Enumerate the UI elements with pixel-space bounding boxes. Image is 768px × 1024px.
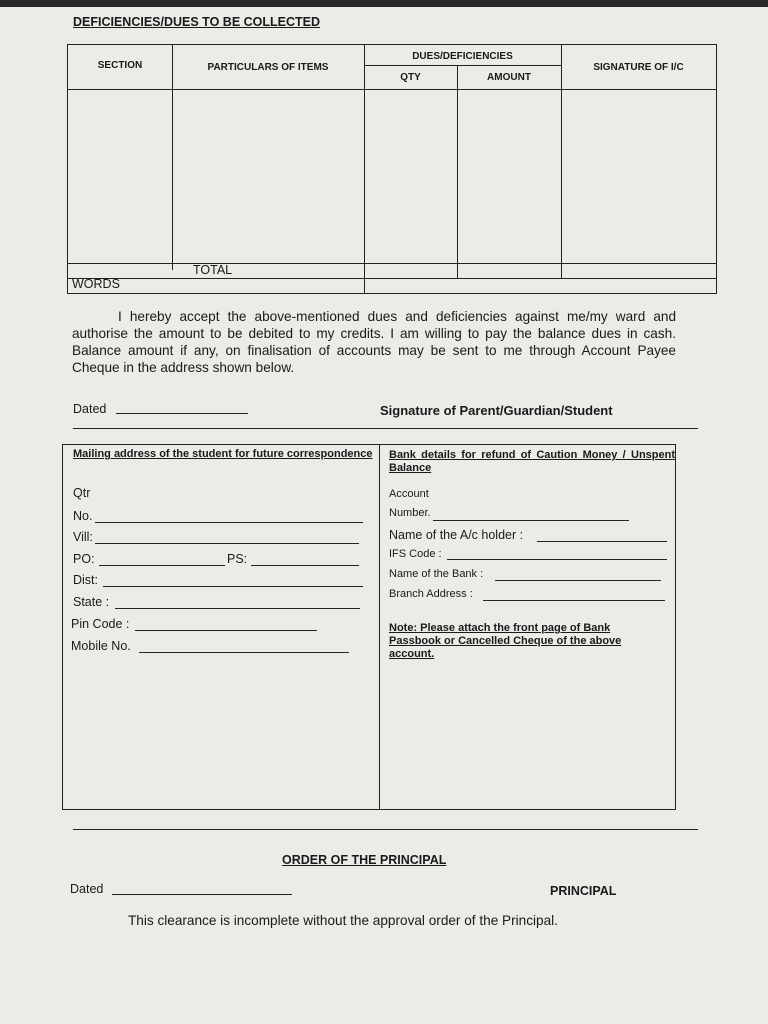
order-heading: ORDER OF THE PRINCIPAL xyxy=(282,853,447,867)
ifs-label: IFS Code : xyxy=(389,548,442,560)
principal-label: PRINCIPAL xyxy=(550,884,617,898)
qtr-label: Qtr xyxy=(73,486,91,500)
state-field[interactable] xyxy=(115,608,360,609)
col-section: SECTION xyxy=(97,60,143,71)
dated-label: Dated xyxy=(73,402,107,416)
scan-edge xyxy=(0,0,768,7)
dist-label: Dist: xyxy=(73,573,98,587)
dated2-blank xyxy=(112,894,292,895)
footer-note: This clearance is incomplete without the approval order of the Principal. xyxy=(128,913,558,928)
po-label: PO: xyxy=(73,552,95,566)
col-signature: SIGNATURE OF I/C xyxy=(593,62,684,73)
form-title: DEFICIENCIES/DUES TO BE COLLECTED xyxy=(73,15,321,29)
address-bank-box xyxy=(62,444,676,810)
declaration-text: I hereby accept the above-mentioned dues and deficiencies against me/my ward and authorise the amount to be debited to my credits. I am willing to pay the balance dues in cash. Balance amount if any, on finalisation of accounts may be sent to me through Account Payee Cheque in the address shown below. xyxy=(72,309,676,375)
col-dues: DUES/DEFICIENCIES xyxy=(412,51,513,62)
mobile-field[interactable] xyxy=(139,652,349,653)
mobile-label: Mobile No. xyxy=(71,639,131,653)
holder-field[interactable] xyxy=(537,541,667,542)
vill-field[interactable] xyxy=(95,543,359,544)
words-label: WORDS xyxy=(72,277,120,291)
pin-label: Pin Code : xyxy=(71,617,130,631)
ifs-field[interactable] xyxy=(447,559,667,560)
total-label: TOTAL xyxy=(193,263,233,277)
dist-field[interactable] xyxy=(103,586,363,587)
col-amount: AMOUNT xyxy=(487,72,531,83)
ps-field[interactable] xyxy=(251,565,359,566)
state-label: State : xyxy=(73,595,110,609)
dated2-label: Dated xyxy=(70,882,104,896)
bank-heading: Bank details for refund of Caution Money / Unspent Balance xyxy=(389,449,675,474)
holder-label: Name of the A/c holder : xyxy=(389,528,524,542)
pin-field[interactable] xyxy=(135,630,317,631)
branch-label: Branch Address : xyxy=(389,588,473,600)
col-particulars: PARTICULARS OF ITEMS xyxy=(207,62,329,73)
no-field[interactable] xyxy=(95,522,363,523)
dues-table xyxy=(67,44,717,294)
col-qty: QTY xyxy=(400,72,421,83)
branch-field[interactable] xyxy=(483,600,665,601)
vill-label: Vill: xyxy=(73,530,93,544)
no-label: No. xyxy=(73,509,93,523)
account-label: Account xyxy=(389,488,429,500)
number-label: Number. xyxy=(389,507,431,519)
dated-blank xyxy=(116,413,248,414)
signature-label: Signature of Parent/Guardian/Student xyxy=(380,403,613,418)
bank-name-label: Name of the Bank : xyxy=(389,568,484,580)
number-field[interactable] xyxy=(433,520,629,521)
ps-label: PS: xyxy=(227,552,248,566)
bank-note: Note: Please attach the front page of Bank Passbook or Cancelled Cheque of the above account. xyxy=(389,622,622,660)
mailing-heading: Mailing address of the student for future correspondence xyxy=(73,448,373,460)
bank-name-field[interactable] xyxy=(495,580,661,581)
po-field[interactable] xyxy=(99,565,225,566)
